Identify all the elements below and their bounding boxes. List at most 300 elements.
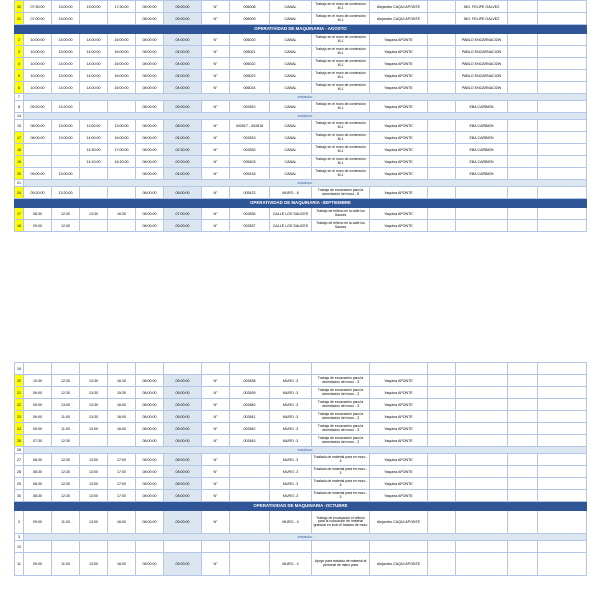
start-time-afternoon: 13:30 — [80, 208, 108, 220]
blank-cell — [428, 34, 456, 46]
work-description: Trabajo en el muro de contención M-1 — [312, 101, 370, 113]
table-row — [15, 411, 587, 423]
supervisor-name: EBA CARBIEN — [456, 120, 508, 132]
blank-cell — [428, 144, 456, 156]
blank-cell — [538, 168, 587, 180]
start-time-morning: 10:00:00 — [24, 46, 52, 58]
start-time-afternoon — [80, 187, 108, 199]
table-row — [15, 208, 587, 220]
blank-cell — [202, 541, 230, 553]
day-number: 25 — [15, 435, 24, 447]
blank-cell — [538, 34, 587, 46]
supervisor-name — [456, 478, 508, 490]
operator-name: Yaquina APONTE — [370, 82, 428, 94]
blank-cell — [136, 363, 164, 375]
report-code: 002837 — [230, 220, 270, 232]
section-title-octubre: OPERATIVIDAD DE MAQUINARIA -OCTUBRE — [15, 502, 587, 511]
report-number-label: N° — [202, 13, 230, 25]
supervisor-name — [456, 399, 508, 411]
end-time-morning: 13:00:00 — [52, 168, 80, 180]
day-number: 24 — [15, 423, 24, 435]
start-time-afternoon: 13:00 — [80, 553, 108, 576]
blank-cell — [428, 156, 456, 168]
blank-cell — [428, 168, 456, 180]
day-number: 29 — [15, 478, 24, 490]
operator-name: Yaquina APONTE — [370, 132, 428, 144]
table-row — [15, 454, 587, 466]
start-time-morning: 08:30 — [24, 478, 52, 490]
report-number-label: N° — [202, 34, 230, 46]
operator-name: Yaquina APONTE — [370, 101, 428, 113]
blank-cell — [508, 156, 538, 168]
table-row — [15, 132, 587, 144]
blank-cell — [428, 101, 456, 113]
end-time-afternoon: 17:30:00 — [108, 1, 136, 13]
report-number-label: N° — [202, 435, 230, 447]
scheduled-hours: 08:00:00 — [136, 466, 164, 478]
report-number-label: N° — [202, 46, 230, 58]
day-number: 5 — [15, 70, 24, 82]
worked-hours: 04:00:00 — [164, 46, 202, 58]
blank-cell — [508, 411, 538, 423]
operator-name: Yaquina APONTE — [370, 220, 428, 232]
operator-name: Alejandro CAQUI APONTE — [370, 511, 428, 534]
table-row — [15, 1, 587, 13]
supervisor-name — [456, 387, 508, 399]
operator-name: Yaquina APONTE — [370, 478, 428, 490]
scheduled-hours: 08:00:00 — [136, 101, 164, 113]
end-time-afternoon: 16:30 — [108, 208, 136, 220]
day-number: 19 — [15, 363, 24, 375]
report-number-label: N° — [202, 120, 230, 132]
scheduled-hours: 08:00:00 — [136, 58, 164, 70]
work-description: Trabajo de excavación para la cimentación del muro - 8 — [312, 187, 370, 199]
blank-cell — [508, 363, 538, 375]
day-number: 4 — [15, 58, 24, 70]
report-sheet-page-1 — [14, 0, 586, 232]
supervisor-name: PABLO ENCARNACION — [456, 58, 508, 70]
report-code: 002841 — [230, 411, 270, 423]
scheduled-hours: 08:00:00 — [136, 120, 164, 132]
table-row — [15, 399, 587, 411]
blank-cell — [538, 387, 587, 399]
operator-name: Yaquina APONTE — [370, 435, 428, 447]
sunday-label: DOMINGO — [24, 534, 587, 541]
blank-cell — [428, 490, 456, 502]
blank-cell — [508, 454, 538, 466]
work-description: Trabajo de excavación para la cimentación del muro - 3 — [312, 399, 370, 411]
scheduled-hours: 08:00:00 — [136, 208, 164, 220]
report-code: 002843 — [230, 435, 270, 447]
worked-hours: 04:00:00 — [164, 58, 202, 70]
supervisor-name: EBA CARBIEN — [456, 168, 508, 180]
scheduled-hours: 08:00:00 — [136, 387, 164, 399]
scheduled-hours: 08:00:00 — [136, 478, 164, 490]
table-row — [15, 187, 587, 199]
operator-name: Yaquina APONTE — [370, 454, 428, 466]
end-time-afternoon: 16:00:00 — [108, 58, 136, 70]
blank-cell — [538, 511, 587, 534]
start-time-morning: 09:00 — [24, 511, 52, 534]
work-location: MURO -3 — [270, 423, 312, 435]
blank-cell — [428, 70, 456, 82]
blank-cell — [508, 387, 538, 399]
worked-hours: 05:00:00 — [164, 553, 202, 576]
end-time-morning: 12:30 — [52, 466, 80, 478]
start-time-morning: 09:00 — [24, 220, 52, 232]
end-time-afternoon — [108, 168, 136, 180]
table-row — [15, 387, 587, 399]
start-time-morning: 08:30 — [24, 466, 52, 478]
work-location: CANAL — [270, 58, 312, 70]
end-time-afternoon: 16:00 — [108, 399, 136, 411]
supervisor-name — [456, 466, 508, 478]
section-title-agosto: OPERATIVIDAD DE MAQUINARIA - AGOSTO — [15, 25, 587, 34]
report-code: 006008 — [230, 1, 270, 13]
blank-cell — [508, 511, 538, 534]
supervisor-name — [456, 187, 508, 199]
table-row — [15, 70, 587, 82]
start-time-afternoon: 13:00 — [80, 466, 108, 478]
start-time-afternoon: 14:00:00 — [80, 58, 108, 70]
day-number: 30 — [15, 1, 24, 13]
blank-cell — [538, 58, 587, 70]
worked-hours: 07:00:00 — [164, 208, 202, 220]
end-time-morning — [52, 144, 80, 156]
end-time-afternoon: 13:00:00 — [108, 120, 136, 132]
day-number: 17 — [15, 132, 24, 144]
blank-cell — [508, 490, 538, 502]
operator-name: Yaquina APONTE — [370, 156, 428, 168]
report-code: 002819 — [230, 132, 270, 144]
day-number: 21 — [15, 180, 24, 187]
blank-cell — [428, 511, 456, 534]
work-description: Trabajo de excavación para la cimentación del muro - 3 — [312, 375, 370, 387]
blank-cell — [428, 553, 456, 576]
end-time-morning: 13:00:00 — [52, 132, 80, 144]
blank-cell — [456, 363, 508, 375]
scheduled-hours: 08:00:00 — [136, 168, 164, 180]
work-location: CALLE LOS SAUCES — [270, 208, 312, 220]
work-description: Apoyo para traslado de material al personal de mano para — [312, 553, 370, 576]
blank-cell — [538, 411, 587, 423]
report-number-label: N° — [202, 553, 230, 576]
worked-hours: 05:00:00 — [164, 187, 202, 199]
work-description: Trabajo en el muro de contención M-1 — [312, 13, 370, 25]
report-number-label: N° — [202, 208, 230, 220]
worked-hours: 03:00:00 — [164, 220, 202, 232]
report-code — [230, 478, 270, 490]
worked-hours: 05:00:00 — [164, 13, 202, 25]
end-time-afternoon: 17:00:00 — [108, 144, 136, 156]
scheduled-hours: 08:00:00 — [136, 82, 164, 94]
blank-cell — [370, 363, 428, 375]
report-code: 002830 — [230, 144, 270, 156]
blank-cell — [428, 208, 456, 220]
sunday-label: DOMINGO — [24, 113, 587, 120]
end-time-afternoon: 16:00:00 — [108, 132, 136, 144]
start-time-morning: 07:00:00 — [24, 13, 52, 25]
blank-cell — [538, 187, 587, 199]
operator-name: Yaquina APONTE — [370, 46, 428, 58]
work-location: CANAL — [270, 13, 312, 25]
blank-cell — [508, 82, 538, 94]
end-time-morning: 12:30 — [52, 478, 80, 490]
operator-name: Alejandro CAQUI APONTE — [370, 1, 428, 13]
end-time-morning: 13:20:00 — [52, 187, 80, 199]
sunday-separator-row — [15, 180, 587, 187]
start-time-morning: 10:00:00 — [24, 82, 52, 94]
end-time-morning: 13:00:00 — [52, 58, 80, 70]
start-time-afternoon: 13:00 — [80, 478, 108, 490]
start-time-morning: 08:00:00 — [24, 120, 52, 132]
work-location: CANAL — [270, 34, 312, 46]
table-row — [15, 423, 587, 435]
blank-cell — [508, 34, 538, 46]
blank-cell — [428, 423, 456, 435]
table-row — [15, 553, 587, 576]
day-number: 30 — [15, 490, 24, 502]
blank-cell — [80, 541, 108, 553]
work-description: Trabajo de excavación para la cimentación del muro - 3 — [312, 435, 370, 447]
start-time-morning: 09:00 — [24, 387, 52, 399]
supervisor-name: EBA CARBIEN — [456, 156, 508, 168]
work-description: Trabajo de relleno en la calle los Sauces — [312, 220, 370, 232]
start-time-afternoon — [80, 220, 108, 232]
work-description: Traslado de material para en muro - 3 — [312, 454, 370, 466]
start-time-afternoon: 13:00 — [80, 511, 108, 534]
end-time-morning: 13:00 — [52, 399, 80, 411]
day-number: 24 — [15, 187, 24, 199]
table-row — [15, 478, 587, 490]
work-description: Trabajo en el muro de contención M-1 — [312, 168, 370, 180]
blank-cell — [428, 13, 456, 25]
start-time-afternoon: 13:30 — [80, 387, 108, 399]
blank-cell — [538, 553, 587, 576]
supervisor-name — [456, 375, 508, 387]
end-time-morning: 13:00:00 — [52, 46, 80, 58]
scheduled-hours: 08:00:00 — [136, 34, 164, 46]
end-time-afternoon: 16:10:00 — [108, 156, 136, 168]
blank-cell — [108, 541, 136, 553]
work-location: MURO -3 — [270, 454, 312, 466]
end-time-morning: 12:30 — [52, 454, 80, 466]
start-time-afternoon: 13:30 — [80, 399, 108, 411]
report-code: 002810 — [230, 101, 270, 113]
blank-cell — [508, 120, 538, 132]
blank-cell — [428, 132, 456, 144]
end-time-afternoon — [108, 101, 136, 113]
work-description: Trabajo de excavación para la cimentación del muro - 3 — [312, 411, 370, 423]
day-number: 27 — [15, 454, 24, 466]
operator-name: Yaquina APONTE — [370, 423, 428, 435]
scheduled-hours: 08:00:00 — [136, 454, 164, 466]
end-time-morning: 13:00:00 — [52, 13, 80, 25]
worked-hours: 05:00:00 — [164, 399, 202, 411]
operator-name: Yaquina APONTE — [370, 187, 428, 199]
work-description: Trabajo en el muro de contención M-1 — [312, 156, 370, 168]
end-time-morning: 13:00:00 — [52, 82, 80, 94]
start-time-afternoon: 13:00 — [80, 423, 108, 435]
blank-cell — [24, 541, 52, 553]
supervisor-name — [456, 511, 508, 534]
work-location: CANAL — [270, 70, 312, 82]
work-description: Trabajo de excavación para la cimentación del muro - 3 — [312, 423, 370, 435]
operator-name: Yaquina APONTE — [370, 34, 428, 46]
report-code: 005423 — [230, 187, 270, 199]
blank-cell — [508, 70, 538, 82]
end-time-morning — [52, 156, 80, 168]
blank-cell — [80, 363, 108, 375]
work-description: Trabajo en el muro de contención M-1 — [312, 132, 370, 144]
scheduled-hours: 08:00:00 — [136, 187, 164, 199]
blank-cell — [508, 144, 538, 156]
supervisor-name: EBA CARBIEN — [456, 144, 508, 156]
supervisor-name — [456, 490, 508, 502]
scheduled-hours: 08:00:00 — [136, 13, 164, 25]
work-description: Trabajo en el muro de contención M-1 — [312, 58, 370, 70]
blank-cell — [202, 363, 230, 375]
blank-cell — [538, 156, 587, 168]
blank-cell — [538, 435, 587, 447]
end-time-morning: 11:00 — [52, 411, 80, 423]
start-time-morning: 08:30 — [24, 454, 52, 466]
table-row — [15, 490, 587, 502]
day-number: 31 — [15, 13, 24, 25]
report-number-label: N° — [202, 411, 230, 423]
start-time-morning: 09:20:00 — [24, 187, 52, 199]
report-number-label: N° — [202, 156, 230, 168]
end-time-afternoon: 16:00:00 — [108, 70, 136, 82]
work-location: CALLE LOS SAUCES — [270, 220, 312, 232]
operator-name: Alejandro CAQUI APONTE — [370, 553, 428, 576]
start-time-morning: 09:20:00 — [24, 101, 52, 113]
blank-cell — [136, 541, 164, 553]
day-number: 2 — [15, 511, 24, 534]
blank-cell — [428, 454, 456, 466]
blank-cell — [538, 490, 587, 502]
day-number: 8 — [15, 101, 24, 113]
work-description: Trabajo en el muro de contención M-1 — [312, 70, 370, 82]
day-number: 6 — [15, 82, 24, 94]
end-time-afternoon: 15:30 — [108, 387, 136, 399]
scheduled-hours: 08:00:00 — [136, 511, 164, 534]
work-location: CANAL — [270, 82, 312, 94]
supervisor-name: PABLO ENCARNACION — [456, 70, 508, 82]
operator-name: Yaquina APONTE — [370, 58, 428, 70]
supervisor-name: PABLO ENCARNACION — [456, 82, 508, 94]
end-time-afternoon: 16:30 — [108, 375, 136, 387]
table-row — [15, 13, 587, 25]
report-code: 002838 — [230, 375, 270, 387]
work-location: MURO -3 — [270, 490, 312, 502]
blank-cell — [428, 46, 456, 58]
report-number-label: N° — [202, 82, 230, 94]
report-number-label: N° — [202, 387, 230, 399]
report-number-label: N° — [202, 1, 230, 13]
blank-cell — [428, 82, 456, 94]
day-number: 26 — [15, 447, 24, 454]
table-row — [15, 168, 587, 180]
end-time-afternoon: 16:00 — [108, 411, 136, 423]
worked-hours: 05:00:00 — [164, 435, 202, 447]
report-code: 002836 — [230, 208, 270, 220]
blank-cell — [538, 132, 587, 144]
day-number: 21 — [15, 387, 24, 399]
blank-cell — [24, 363, 52, 375]
report-code — [230, 490, 270, 502]
scheduled-hours: 08:00:00 — [136, 144, 164, 156]
end-time-morning: 13:00:00 — [52, 120, 80, 132]
worked-hours: 08:00:00 — [164, 454, 202, 466]
report-code: 006023 — [230, 70, 270, 82]
table-row — [15, 363, 587, 375]
start-time-morning: 09:00 — [24, 399, 52, 411]
end-time-afternoon: 17:00 — [108, 490, 136, 502]
day-number: 18 — [15, 144, 24, 156]
start-time-morning: 09:00 — [24, 411, 52, 423]
blank-cell — [164, 541, 202, 553]
report-number-label: N° — [202, 511, 230, 534]
end-time-morning: 13:00:00 — [52, 34, 80, 46]
operator-name: Yaquina APONTE — [370, 168, 428, 180]
end-time-afternoon — [108, 13, 136, 25]
report-number-label: N° — [202, 423, 230, 435]
blank-cell — [508, 168, 538, 180]
start-time-afternoon — [80, 435, 108, 447]
blank-cell — [428, 435, 456, 447]
day-number: 14 — [15, 113, 24, 120]
blank-cell — [538, 13, 587, 25]
work-location: MURO - 8 — [270, 187, 312, 199]
report-number-label: N° — [202, 454, 230, 466]
blank-cell — [538, 70, 587, 82]
work-description: Trabajo en el muro de contención M-1 — [312, 144, 370, 156]
work-description: Trabajo en el muro de contención M-1 — [312, 120, 370, 132]
day-number: 10 — [15, 541, 24, 553]
day-number: 3 — [15, 46, 24, 58]
end-time-morning: 13:00:00 — [52, 70, 80, 82]
start-time-morning: 09:00 — [24, 423, 52, 435]
blank-cell — [508, 423, 538, 435]
blank-cell — [538, 144, 587, 156]
sunday-separator-row — [15, 94, 587, 101]
start-time-afternoon — [80, 168, 108, 180]
sunday-label: DOMINGO — [24, 447, 587, 454]
machinery-table-july-august-september — [14, 0, 587, 232]
start-time-afternoon: 13:30 — [80, 411, 108, 423]
work-location: CANAL — [270, 132, 312, 144]
start-time-morning: 07:30:00 — [24, 1, 52, 13]
sunday-separator-row — [15, 447, 587, 454]
work-description: Trabajo en el muro de contención M-1 — [312, 82, 370, 94]
worked-hours: 05:00:00 — [164, 1, 202, 13]
day-number: 28 — [15, 466, 24, 478]
blank-cell — [508, 553, 538, 576]
supervisor-name — [456, 220, 508, 232]
report-code — [230, 454, 270, 466]
blank-cell — [230, 363, 270, 375]
scheduled-hours: 08:00:00 — [136, 375, 164, 387]
blank-cell — [428, 363, 456, 375]
start-time-morning: 07:30 — [24, 435, 52, 447]
day-number: 15 — [15, 120, 24, 132]
work-description: Traslado de material para en muro - 3 — [312, 490, 370, 502]
report-code: 005403 — [230, 156, 270, 168]
blank-cell — [538, 466, 587, 478]
work-location: MURO - 4 — [270, 553, 312, 576]
table-row — [15, 58, 587, 70]
